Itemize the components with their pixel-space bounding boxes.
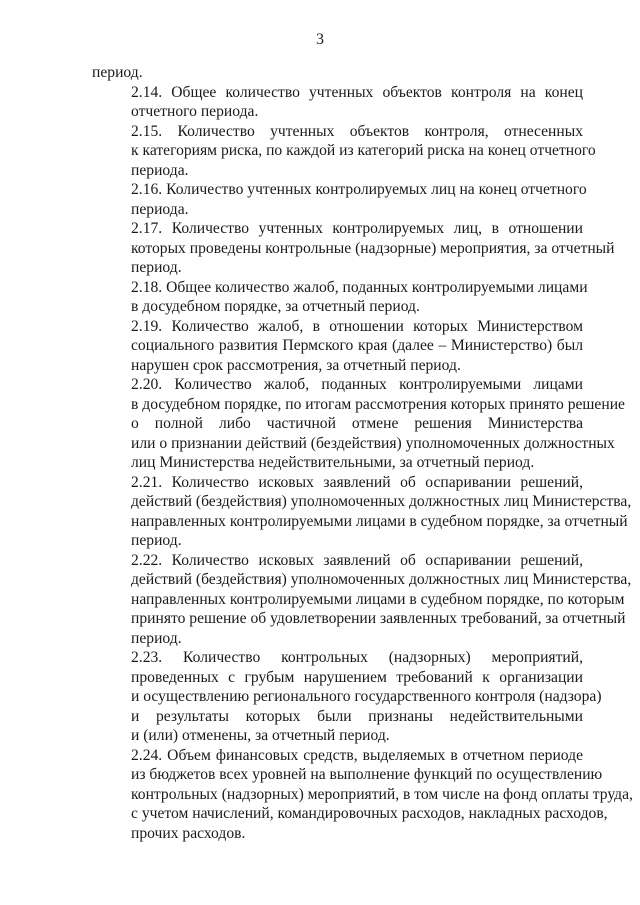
paragraph-continuation bbox=[92, 63, 583, 83]
paragraph-2-16 bbox=[92, 180, 587, 219]
paragraph-line: проведенных с грубым нарушением требований к организации bbox=[131, 668, 583, 686]
paragraph-line: и осуществлению регионального государственного контроля (надзора) bbox=[131, 688, 602, 705]
paragraph-2-14 bbox=[92, 83, 583, 122]
paragraph-2-21 bbox=[92, 473, 632, 551]
paragraph-line: с учетом начислений, командировочных расходов, накладных расходов, bbox=[131, 805, 608, 822]
paragraph-line: периода. bbox=[131, 200, 189, 218]
paragraph-2-22 bbox=[92, 551, 632, 649]
paragraph-line: 2.20. Количество жалоб, поданных контролируемыми лицами bbox=[131, 376, 583, 393]
paragraph-line: 2.16. Количество учтенных контролируемых лиц на конец отчетного bbox=[131, 181, 587, 198]
paragraph-line: период. bbox=[92, 64, 143, 81]
paragraph-line: 2.17. Количество учтенных контролируемых лиц, в отношении bbox=[131, 220, 583, 237]
paragraph-line: период. bbox=[131, 259, 182, 276]
paragraph-2-15 bbox=[92, 122, 596, 181]
paragraph-line: в досудебном порядке, за отчетный период. bbox=[131, 298, 420, 315]
paragraph-line: принято решение об удовлетворении заявленных требований, за отчетный bbox=[131, 610, 626, 627]
paragraph-line: социального развития Пермского края (далее – Министерство) был bbox=[131, 337, 583, 354]
paragraph-line: действий (бездействия) уполномоченных должностных лиц Министерства, bbox=[131, 571, 632, 588]
paragraph-line: и (или) отменены, за отчетный период. bbox=[131, 727, 390, 744]
paragraph-line: прочих расходов. bbox=[131, 824, 246, 842]
document-body bbox=[92, 63, 633, 843]
paragraph-line: действий (бездействия) уполномоченных должностных лиц Министерства, bbox=[131, 493, 632, 510]
paragraph-line: из бюджетов всех уровней на выполнение функций по осуществлению bbox=[131, 766, 603, 783]
paragraph-2-17 bbox=[92, 219, 615, 278]
paragraph-line: 2.24. Объем финансовых средств, выделяемых в отчетном периоде bbox=[131, 746, 583, 764]
paragraph-line: отчетного периода. bbox=[131, 103, 259, 120]
paragraph-line: в досудебном порядке, по итогам рассмотрения которых принято решение bbox=[131, 395, 625, 413]
paragraph-line: 2.14. Общее количество учтенных объектов контроля на конец bbox=[131, 83, 583, 101]
paragraph-line: периода. bbox=[131, 161, 189, 179]
paragraph-line: период. bbox=[131, 629, 182, 647]
paragraph-line: направленных контролируемыми лицами в судебном порядке, по которым bbox=[131, 590, 625, 608]
paragraph-2-24 bbox=[92, 746, 633, 844]
paragraph-line: или о признании действий (бездействия) уполномоченных должностных bbox=[131, 434, 615, 452]
paragraph-line: 2.18. Общее количество жалоб, поданных контролируемыми лицами bbox=[131, 278, 588, 296]
paragraph-line: направленных контролируемыми лицами в судебном порядке, за отчетный bbox=[131, 512, 628, 530]
paragraph-line: нарушен срок рассмотрения, за отчетный период. bbox=[131, 356, 461, 374]
paragraph-line: и результаты которых были признаны недействительными bbox=[131, 707, 583, 725]
paragraph-line: лиц Министерства недействительными, за отчетный период. bbox=[131, 454, 535, 471]
paragraph-line: к категориям риска, по каждой из категорий риска на конец отчетного bbox=[131, 142, 596, 159]
paragraph-2-18 bbox=[92, 278, 588, 317]
paragraph-line: 2.15. Количество учтенных объектов контроля, отнесенных bbox=[131, 122, 583, 140]
paragraph-line: период. bbox=[131, 532, 182, 549]
paragraph-2-20 bbox=[92, 375, 625, 473]
paragraph-line: 2.19. Количество жалоб, в отношении которых Министерством bbox=[131, 317, 583, 335]
paragraph-line: о полной либо частичной отмене решения Министерства bbox=[131, 415, 583, 432]
paragraph-2-23 bbox=[92, 648, 602, 746]
paragraph-line: контрольных (надзорных) мероприятий, в том числе на фонд оплаты труда, bbox=[131, 785, 633, 803]
paragraph-line: 2.23. Количество контрольных (надзорных) мероприятий, bbox=[131, 649, 583, 666]
paragraph-line: 2.22. Количество исковых заявлений об оспаривании решений, bbox=[131, 551, 583, 569]
paragraph-2-19 bbox=[92, 317, 583, 376]
page-number: 3 bbox=[316, 31, 324, 48]
paragraph-line: 2.21. Количество исковых заявлений об оспаривании решений, bbox=[131, 473, 583, 491]
paragraph-line: которых проведены контрольные (надзорные) мероприятия, за отчетный bbox=[131, 239, 615, 257]
